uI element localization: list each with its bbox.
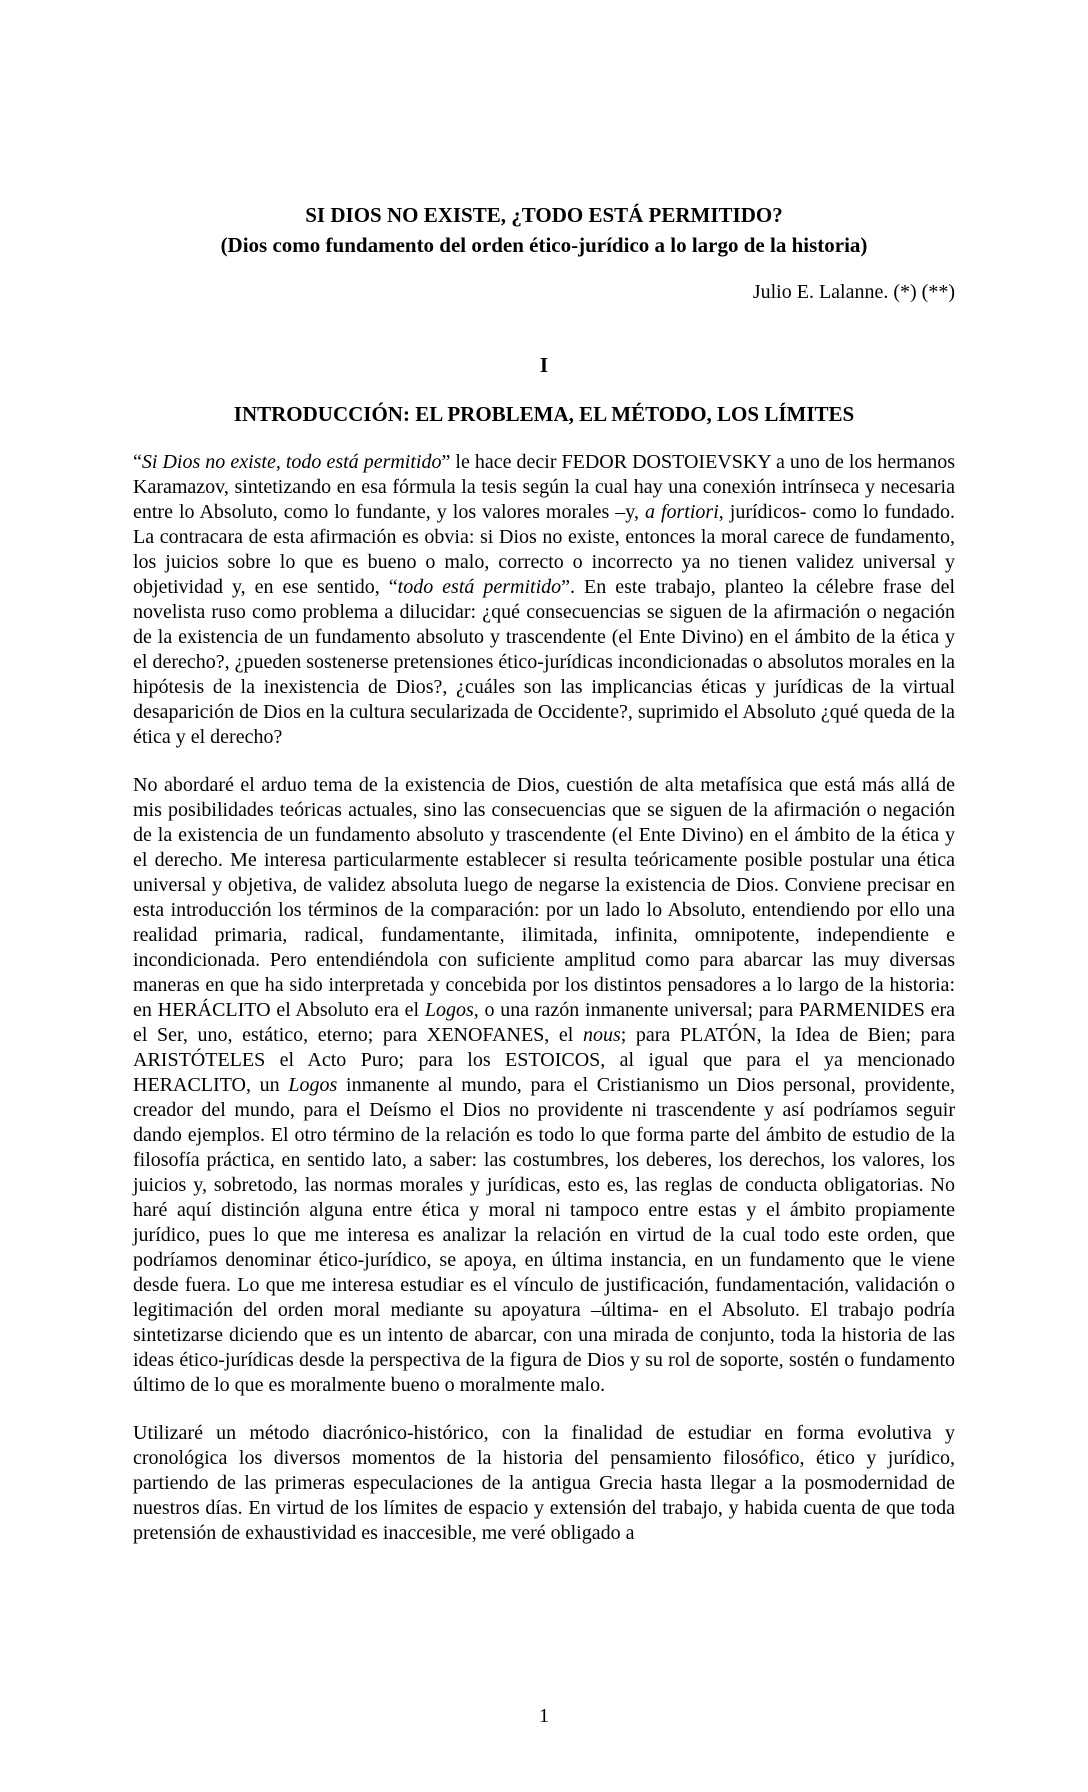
italic-text-run: nous <box>582 1024 621 1046</box>
section-heading: INTRODUCCIÓN: EL PROBLEMA, EL MÉTODO, LOS LÍMITES <box>233 402 855 426</box>
italic-text-run: Logos <box>424 999 474 1021</box>
doc-subtitle: (Dios como fundamento del orden ético-jurídico a lo largo de la historia) <box>220 233 868 257</box>
author-line: Julio E. Lalanne. (*) (**) <box>752 281 955 303</box>
italic-text-run: a fortiori <box>644 501 719 523</box>
paragraph <box>133 773 955 1398</box>
text-run: No abordaré el arduo tema de la existencia de Dios, cuestión de alta metafísica que está más allá de mis posibilidades teóricas actuales, sino las consecuencias que se siguen de la afirmación o negación de la existencia de un fundamento absoluto y trascendente (el Ente Divino) en el ámbito de la ética y el derecho. Me interesa particularmente establecer si resulta teóricamente posible postular una ética universal y objetiva, de validez absoluta luego de negarse la existencia de Dios. Conviene precisar en esta introducción los términos de la comparación: por un lado lo Absoluto, entendiendo por ello una realidad primaria, radical, fundamentante, ilimitada, infinita, omnipotente, independiente e incondicionada. Pero entendiéndola con suficiente amplitud como para abarcar las muy diversas maneras en que ha sido interpretada y concebida por los distintos pensadores a lo largo de la historia: en HERÁCLITO el Absoluto era el <box>133 774 955 1021</box>
section-number: I <box>539 353 549 377</box>
page-number: 1 <box>539 1705 549 1727</box>
text-run: , jurídicos- como lo fundado. La contracara de esta afirmación es obvia: si Dios no existe, entonces la moral carece de fundamento, los juicios sobre lo que es bueno o malo, correcto o incorrecto ya no tienen validez universal y objetividad y, en ese sentido, “ <box>133 501 955 598</box>
italic-text-run: todo está permitido <box>397 576 562 598</box>
text-run: Utilizaré un método diacrónico-histórico, con la finalidad de estudiar en forma evolutiva y cronológica los diversos momentos de la historia del pensamiento filosófico, ético y jurídico, partiendo de las primeras especulaciones de la antigua Grecia hasta llegar a la posmodernidad de nuestros días. En virtud de los límites de espacio y extensión del trabajo, y habida cuenta de que toda pretensión de exhaustividad es inaccesible, me veré obligado a <box>133 1422 955 1544</box>
italic-text-run: Si Dios no existe, todo está permitido <box>141 451 442 473</box>
paragraph <box>133 450 955 750</box>
text-run: ” le hace decir FEDOR DOSTOIEVSKY a uno de los hermanos Karamazov, sintetizando en esa fórmula la tesis según la cual hay una conexión intrínseca y necesaria entre lo Absoluto, como lo fundante, y los valores morales –y, <box>133 451 955 523</box>
doc-title: SI DIOS NO EXISTE, ¿TODO ESTÁ PERMITIDO? <box>305 203 783 227</box>
text-run: “ <box>133 451 142 473</box>
text-run: inmanente al mundo, para el Cristianismo un Dios personal, providente, creador del mundo, para el Deísmo el Dios no providente ni trascendente y así podríamos seguir dando ejemplos. El otro término de la relación es todo lo que forma parte del ámbito de estudio de la filosofía práctica, en sentido lato, a saber: las costumbres, los deberes, los derechos, los valores, los juicios y, sobretodo, las normas morales y jurídicas, esto es, las reglas de conducta obligatorias. No haré aquí distinción alguna entre ética y moral ni tampoco entre estas y el ámbito propiamente jurídico, pues lo que me interesa es analizar la relación en virtud de la cual todo este orden, que podríamos denominar ético-jurídico, se apoya, en última instancia, en un fundamento que le viene desde fuera. Lo que me interesa estudiar es el vínculo de justificación, fundamentación, validación o legitimación del orden moral mediante su apoyatura –última- en el Absoluto. El trabajo podría sintetizarse diciendo que es un intento de abarcar, con una mirada de conjunto, toda la historia de las ideas ético-jurídicas desde la perspectiva de la figura de Dios y su rol de soporte, sostén o fundamento último de lo que es moralmente bueno o moralmente malo. <box>133 1074 955 1396</box>
body-paragraphs <box>133 450 955 1546</box>
text-run: ”. En este trabajo, planteo la célebre frase del novelista ruso como problema a dilucidar: ¿qué consecuencias se siguen de la afirmación o negación de la existencia de un fundamento absoluto y trascendente (el Ente Divino) en el ámbito de la ética y el derecho?, ¿pueden sostenerse pretensiones ético-jurídicas incondicionadas o absolutos morales en la hipótesis de la inexistencia de Dios?, ¿cuáles son las implicancias éticas y jurídicas de la virtual desaparición de Dios en la cultura secularizada de Occidente?, suprimido el Absoluto ¿qué queda de la ética y el derecho? <box>133 576 956 748</box>
text-run: ; para PLATÓN, la Idea de Bien; para ARISTÓTELES el Acto Puro; para los ESTOICOS, al igual que para el ya mencionado HERACLITO, un <box>133 1024 956 1096</box>
text-run: , o una razón inmanente universal; para PARMENIDES era el Ser, uno, estático, eterno; para XENOFANES, el <box>133 999 956 1046</box>
paragraph <box>133 1421 955 1546</box>
italic-text-run: Logos <box>288 1074 338 1096</box>
